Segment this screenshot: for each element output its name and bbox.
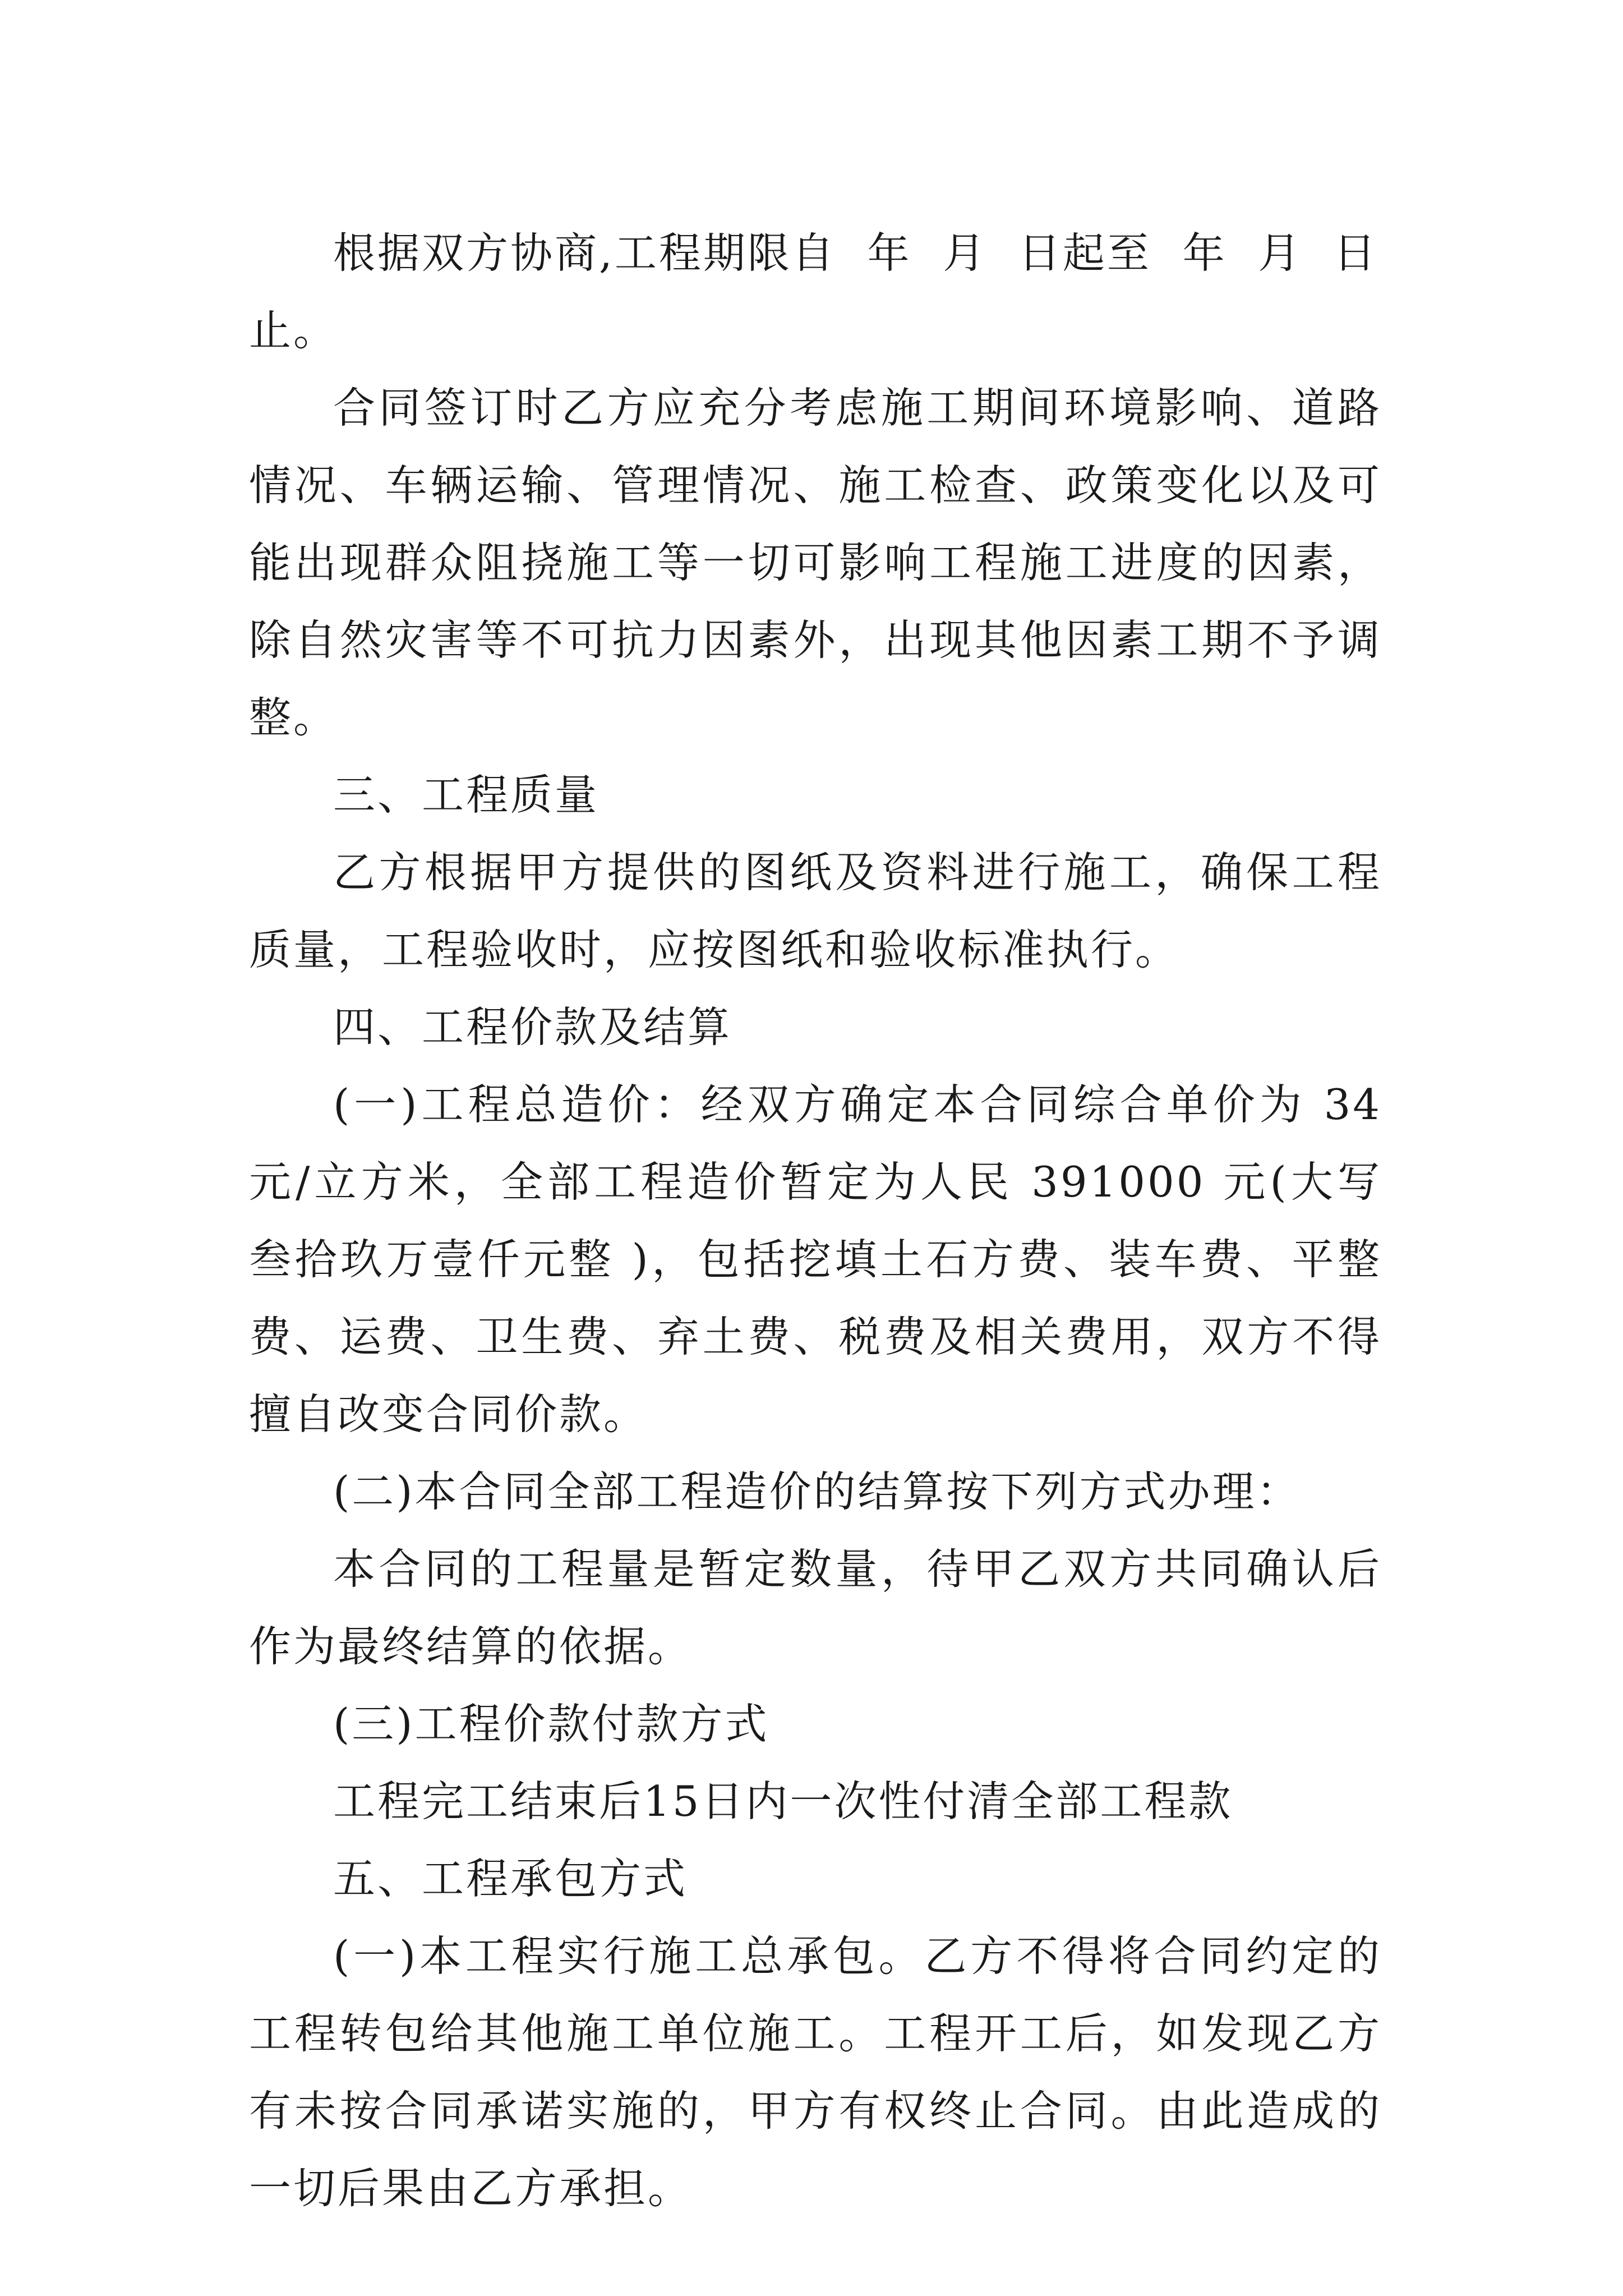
- paragraph-settlement-method: (二)本合同全部工程造价的结算按下列方式办理：: [333, 1467, 1301, 1516]
- paragraph-quantity: 本合同的工程量是暂定数量，待甲乙双方共同确认后作为最终结算的依据。: [249, 1544, 1382, 1671]
- paragraph-quality: 乙方根据甲方提供的图纸及资料进行施工，确保工程质量，工程验收时，应按图纸和验收标准执行。: [249, 848, 1382, 974]
- document-body: [249, 214, 1398, 2227]
- paragraph-total-price: (一)工程总造价：经双方确定本合同综合单价为 34 元/立方米，全部工程造价暂定为人民 391000 元(大写 叁拾玖万壹仟元整 )，包括挖填土石方费、装车费、平整费、运费、卫生费、弃土费、税费及相关费用，双方不得擅自改变合同价款。: [249, 1080, 1398, 1439]
- paragraph-payment-heading: (三)工程价款付款方式: [333, 1699, 769, 1749]
- paragraph-schedule: 根据双方协商,工程期限自 年 月 日起至 年 月 日止。: [249, 228, 1378, 355]
- paragraph-general-contracting: (一)本工程实行施工总承包。乙方不得将合同约定的工程转包给其他施工单位施工。工程开工后，如发现乙方有未按合同承诺实施的，甲方有权终止合同。由此造成的一切后果由乙方承担。: [249, 1931, 1382, 2213]
- section-heading-quality: 三、工程质量: [333, 770, 600, 820]
- paragraph-payment-terms: 工程完工结束后15日内一次性付清全部工程款: [333, 1777, 1233, 1826]
- section-heading-price: 四、工程价款及结算: [333, 1002, 732, 1052]
- section-heading-contracting: 五、工程承包方式: [333, 1854, 688, 1903]
- paragraph-schedule-factors: 合同签订时乙方应充分考虑施工期间环境影响、道路情况、车辆运输、管理情况、施工检查、政策变化以及可能出现群众阻挠施工等一切可影响工程施工进度的因素，除自然灾害等不可抗力因素外，出现其他因素工期不予调整。: [249, 383, 1382, 742]
